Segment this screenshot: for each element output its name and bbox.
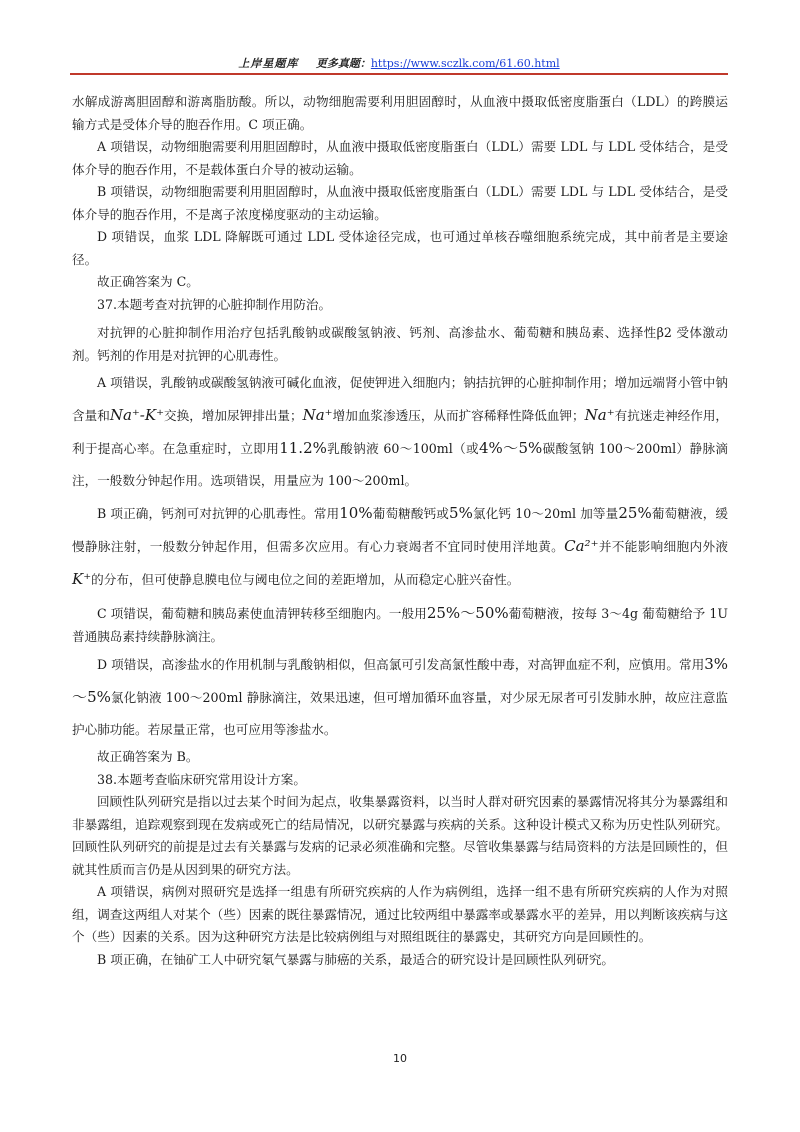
paragraph: 回顾性队列研究是指以过去某个时间为起点，收集暴露资料，以当时人群对研究因素的暴露情况将其分为暴露组和非暴露组，追踪观察到现在发病或死亡的结局情况，以研究暴露与疾病的关系。这种设计模式又称为历史性队列研究。回顾性队列研究的前提是过去有关暴露与发病的记录必须准确和完整。尽管收集暴露与结局资料的方法是回顾性的，但就其性质而言仍是从因到果的研究方法。 bbox=[72, 794, 728, 877]
text-run: 葡萄糖酸钙或 bbox=[372, 506, 450, 521]
text-run: 氯化钙 10～20ml 加等量 bbox=[472, 506, 619, 521]
paragraph: 故正确答案为 C。 bbox=[97, 274, 199, 289]
math-expression: Na⁺-K⁺ bbox=[109, 406, 164, 424]
math-value: 5% bbox=[449, 504, 473, 522]
text-run: C 项错误，葡萄糖和胰岛素使血清钾转移至细胞内。一般用 bbox=[97, 606, 427, 621]
text-run: 有抗迷走神经作用，利于提高心率。在急重症时，立即用 bbox=[72, 408, 729, 456]
text-run: A 项错误，乳酸钠或碳酸氢钠液可碱化血液，促使钾进入细胞内；钠拮抗钾的心脏抑制作用；增加远端肾小管中钠含量和 bbox=[72, 375, 728, 423]
paragraph: B 项正确，在铀矿工人中研究氡气暴露与肺癌的关系，最适合的研究设计是回顾性队列研究。 bbox=[97, 951, 615, 967]
page-header bbox=[70, 56, 728, 72]
more-label: 更多真题： bbox=[315, 57, 371, 70]
text-run: 碳酸氢钠 100～200ml）静脉滴注，一般数分钟起作用。选项错误，用量应为 100～200ml。 bbox=[72, 441, 728, 488]
text-run: 葡萄糖液，按每 3～4g 葡萄糖给予 1U 普通胰岛素持续静脉滴注。 bbox=[72, 606, 728, 644]
text-run: B 项正确，钙剂可对抗钾的心肌毒性。常用 bbox=[97, 506, 340, 521]
math-expression: Na⁺ bbox=[302, 406, 333, 424]
text-run: D 项错误，高渗盐水的作用机制与乳酸钠相似，但高氯可引发高氯性酸中毒，对高钾血症不利，应慎用。常用 bbox=[97, 657, 705, 672]
paragraph: 故正确答案为 B。 bbox=[97, 749, 199, 764]
header-link[interactable]: https://www.sczlk.com/61.60.html bbox=[370, 57, 560, 70]
page-number: 10 bbox=[393, 1052, 407, 1065]
paragraph: 对抗钾的心脏抑制作用治疗包括乳酸钠或碳酸氢钠液、钙剂、高渗盐水、葡萄糖和胰岛素、选择性β2 受体激动剂。钙剂的作用是对抗钾的心肌毒性。 bbox=[72, 325, 728, 363]
math-expression: K⁺ bbox=[72, 570, 92, 588]
text-run: 增加血浆渗透压，从而扩容稀释性降低血钾； bbox=[332, 408, 585, 423]
math-value: 10% bbox=[339, 504, 373, 522]
question-heading: 38.本题考查临床研究常用设计方案。 bbox=[97, 771, 306, 787]
site-name: 上岸星题库 bbox=[238, 57, 299, 70]
paragraph bbox=[72, 602, 728, 648]
document-body bbox=[72, 91, 728, 971]
text-run: 的分布，但可使静息膜电位与阈电位之间的差距增加，从而稳定心脏兴奋性。 bbox=[91, 572, 520, 587]
math-value: 25%～50% bbox=[426, 604, 509, 622]
text-run: 乳酸钠液 60～100ml（或 bbox=[326, 441, 479, 456]
paragraph: B 项错误，动物细胞需要利用胆固醇时，从血液中摄取低密度脂蛋白（LDL）需要 LDL 与 LDL 受体结合，是受体介导的胞吞作用，不是离子浓度梯度驱动的主动运输。 bbox=[72, 184, 728, 222]
math-value: 25% bbox=[618, 504, 652, 522]
paragraph bbox=[72, 367, 728, 497]
text-run: 并不能影响细胞内外液 bbox=[598, 539, 729, 554]
paragraph: A 项错误，动物细胞需要利用胆固醇时，从血液中摄取低密度脂蛋白（LDL）需要 LDL 与 LDL 受体结合，是受体介导的胞吞作用，不是载体蛋白介导的被动运输。 bbox=[72, 139, 728, 177]
text-run: 葡萄糖液，缓慢静脉注射，一般数分钟起作用，但需多次应用。有心力衰竭者不宜同时使用洋地黄。 bbox=[72, 506, 728, 554]
text-run: 交换，增加尿钾排出量； bbox=[164, 408, 303, 423]
text-run: 氯化钠液 100～200ml 静脉滴注，效果迅速，但可增加循环血容量，对少尿无尿者可引发肺水肿，故应注意监护心肺功能。若尿量正常，也可应用等渗盐水。 bbox=[72, 690, 728, 737]
header-rule bbox=[70, 73, 728, 75]
paragraph bbox=[72, 497, 728, 596]
paragraph bbox=[72, 648, 728, 746]
math-value: 4%～5% bbox=[479, 439, 543, 457]
math-value: 11.2% bbox=[279, 439, 327, 457]
paragraph: D 项错误，血浆 LDL 降解既可通过 LDL 受体途径完成，也可通过单核吞噬细胞系统完成，其中前者是主要途径。 bbox=[72, 229, 728, 267]
paragraph: 水解成游离胆固醇和游离脂肪酸。所以，动物细胞需要利用胆固醇时，从血液中摄取低密度脂蛋白（LDL）的跨膜运输方式是受体介导的胞吞作用。C 项正确。 bbox=[72, 94, 728, 132]
math-value: 3%～5% bbox=[72, 655, 728, 706]
math-expression: Na⁺ bbox=[584, 406, 615, 424]
question-heading: 37.本题考查对抗钾的心脏抑制作用防治。 bbox=[97, 296, 332, 312]
math-expression: Ca²⁺ bbox=[564, 537, 599, 555]
paragraph: A 项错误，病例对照研究是选择一组患有所研究疾病的人作为病例组，选择一组不患有所研究疾病的人作为对照组，调查这两组人对某个（些）因素的既往暴露情况，通过比较两组中暴露率或暴露水平的差异，用以判断该疾病与这个（些）因素的关系。因为这种研究方法是比较病例组与对照组既往的暴露史，其研究方向是回顾性的。 bbox=[72, 884, 728, 944]
